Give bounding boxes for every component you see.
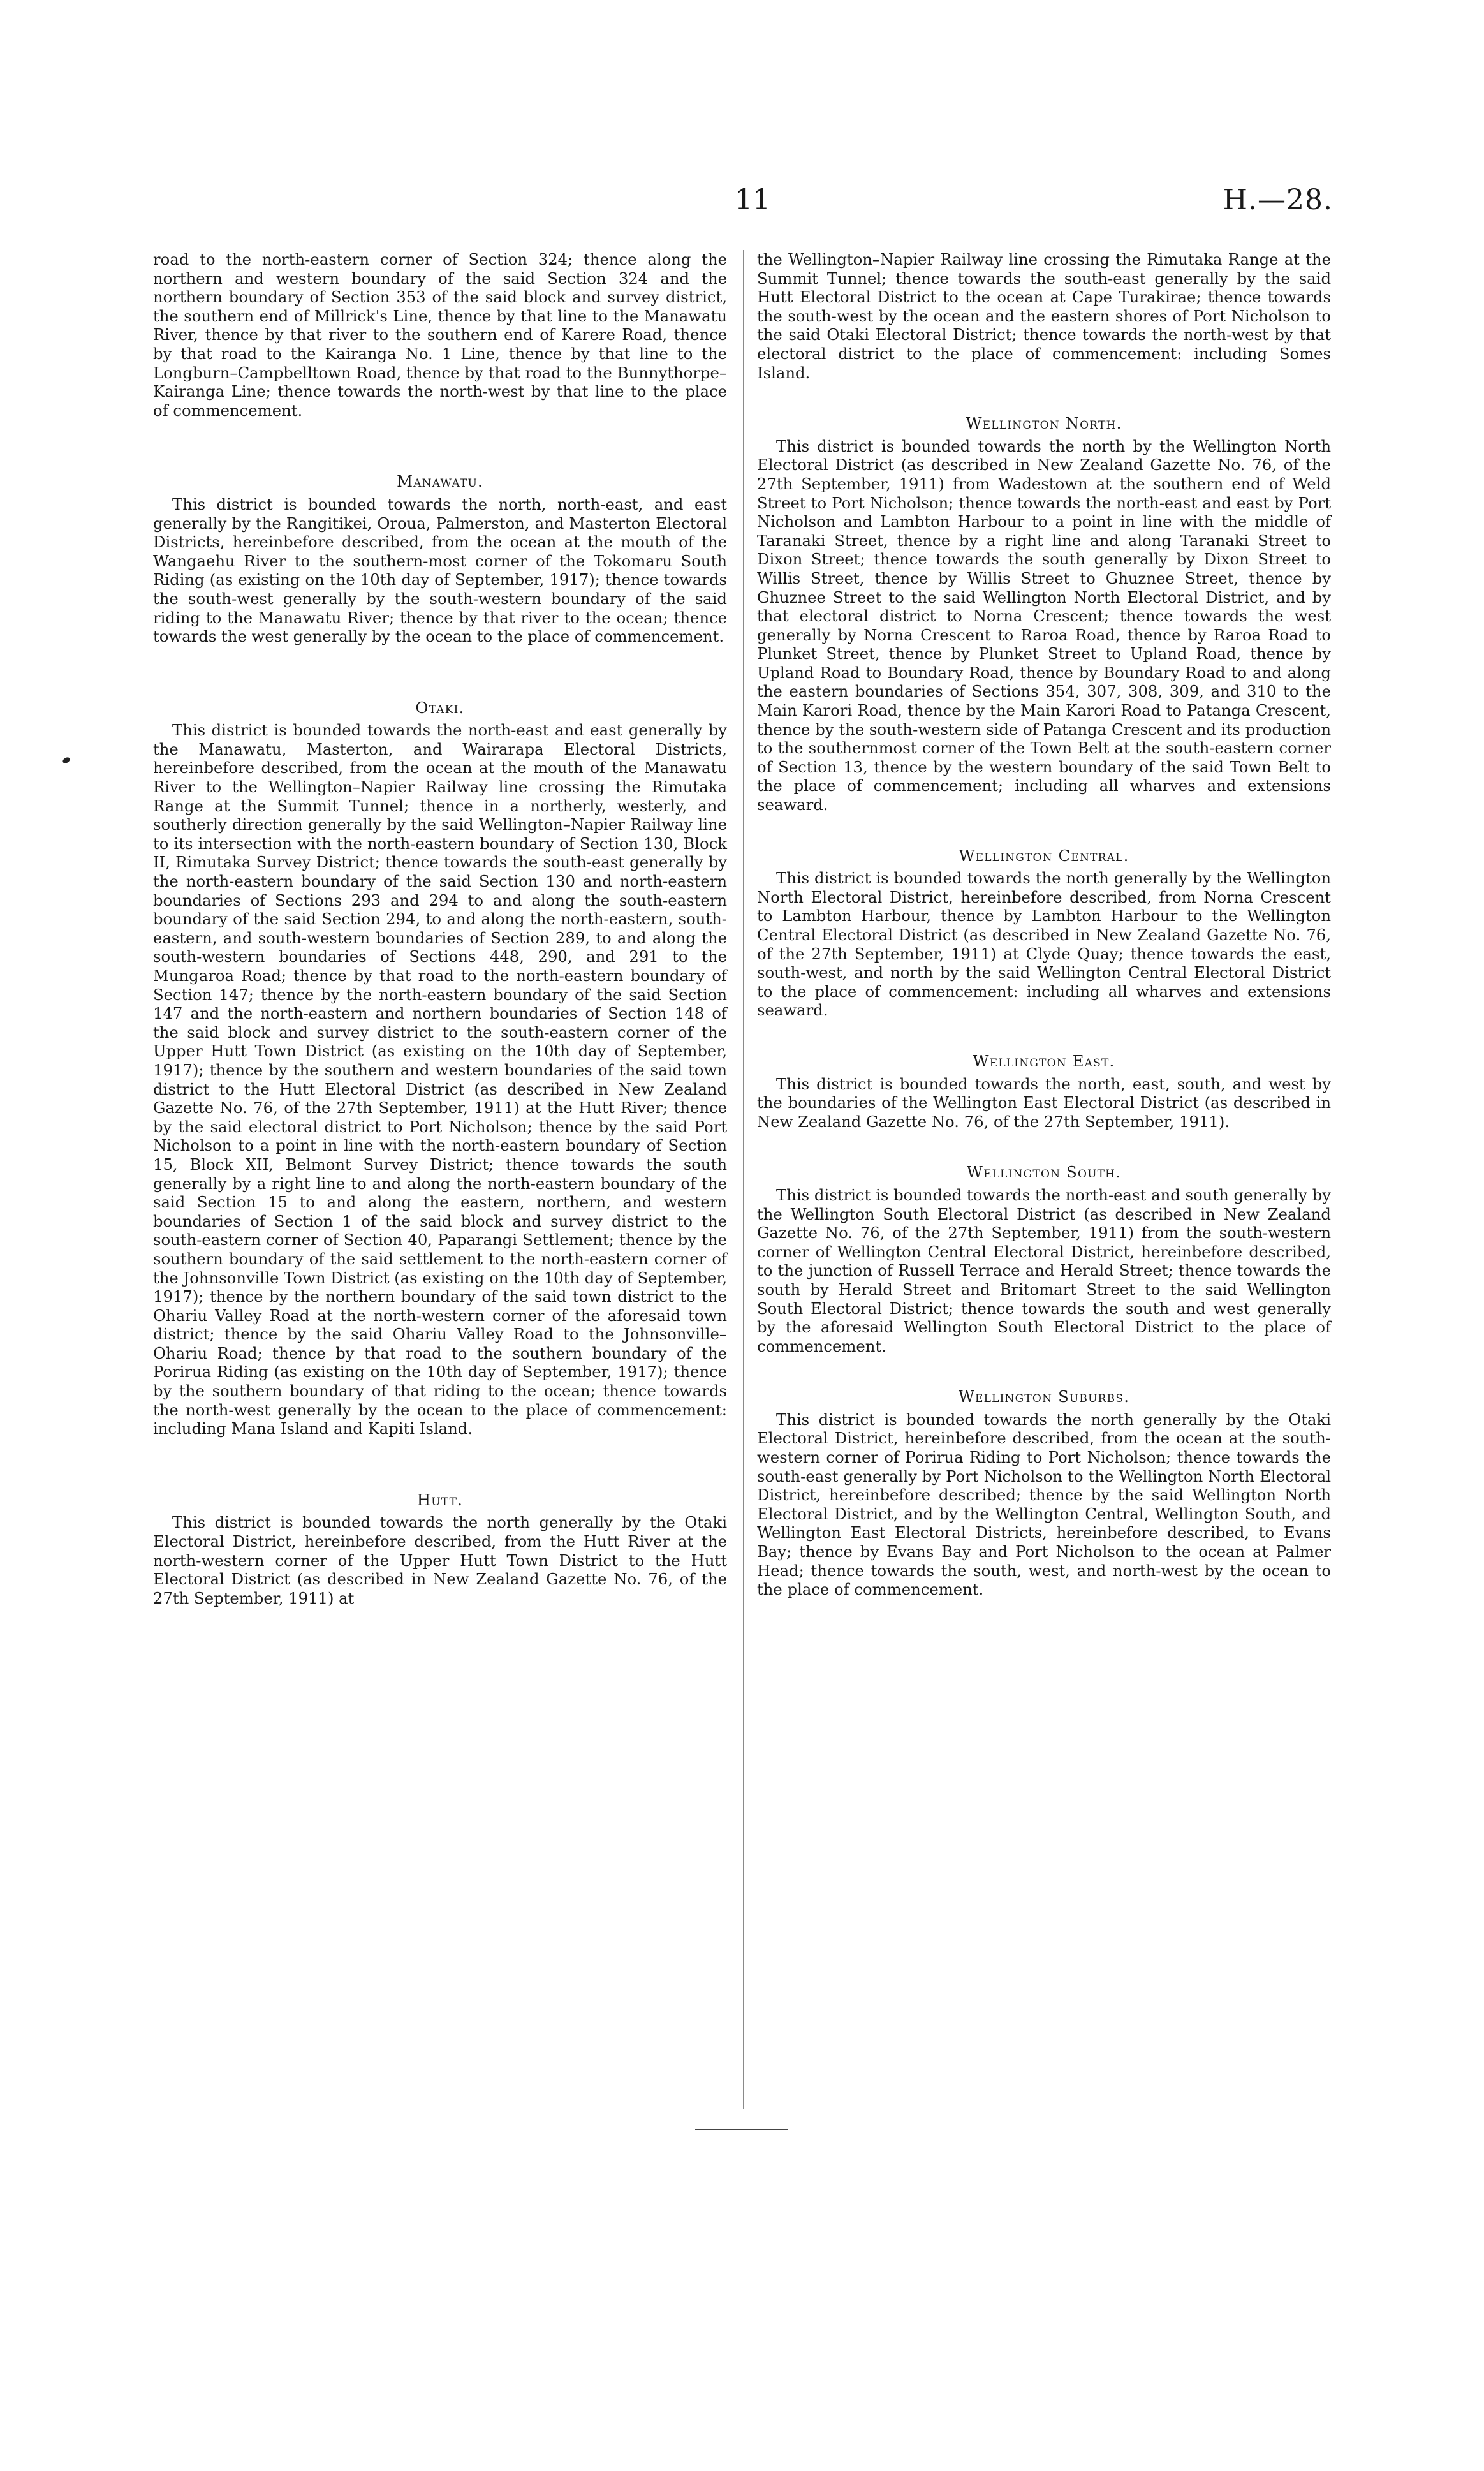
right-column [757, 250, 1331, 1599]
section-text-hutt: This district is bounded towards the north generally by the Otaki Electoral District, hereinbefore described, from the Hutt River at the north-western corner of the Upper Hutt Town District to the Hutt Electoral District (as described in New Zealand Gazette No. 76, of the 27th September, 1911) at [153, 1513, 727, 1607]
section-title-wellington-central: Wellington Central. [959, 846, 1129, 865]
section-title-otaki: Otaki. [415, 698, 465, 717]
section-title-manawatu: Manawatu. [397, 472, 483, 491]
section-text-wellington-central: This district is bounded towards the north generally by the Wellington North Electoral District, hereinbefore described, from Norna Crescent to Lambton Harbour, thence by Lambton Harbour to the Wellington Central Electoral District (as described in New Zealand Gazette No. 76, of the 27th September, 1911) at Clyde Quay; thence towards the east, south-west, and north by the said Wellington Central Electoral District to the place of commencement: including all wharves and extensions seaward. [757, 869, 1331, 1020]
section-title-wellington-east: Wellington East. [973, 1051, 1115, 1070]
section-text-wellington-north: This district is bounded towards the north by the Wellington North Electoral District (as described in New Zealand Gazette No. 76, of the 27th September, 1911) from Wadestown at the southern end of Weld Street to Port Nicholson; thence towards the north-east and east by Port Nicholson and Lambton Harbour to a point in line with the middle of Taranaki Street, thence by a right line and along Taranaki Street to Dixon Street; thence towards the south generally by Dixon Street to Willis Street, thence by Willis Street to Ghuznee Street, thence by Ghuznee Street to the said Wellington North Electoral District, and by that electoral district to Norna Crescent; thence towards the west generally by Norna Crescent to Raroa Road, thence by Raroa Road to Plunket Street, thence by Plunket Street to Upland Road, thence by Upland Road to Boundary Road, thence by Boundary Road to and along the eastern boundaries of Sections 354, 307, 308, 309, and 310 to the Main Karori Road, thence by the Main Karori Road to Patanga Crescent, thence by the south-western side of Patanga Crescent and its production to the southernmost corner of the Town Belt at the south-eastern corner of Section 13, thence by the western boundary of the said Town Belt to the place of commencement; including all wharves and extensions seaward. [757, 436, 1331, 815]
section-text-otaki: This district is bounded towards the north-east and east generally by the Manawatu, Masterton, and Wairarapa Electoral Districts, hereinbefore described, from the ocean at the mouth of the Manawatu River to the Wellington–Napier Railway line crossing the Rimutaka Range at the Summit Tunnel; thence in a northerly, westerly, and southerly direction generally by the said Wellington–Napier Railway line to its intersection with the north-eastern boundary of Section 130, Block II, Rimutaka Survey District; thence towards the south-east generally by the north-eastern boundary of the said Section 130 and north-eastern boundaries of Sections 293 and 294 to and along the south-eastern boundary of the said Section 294, to and along the north-eastern, south-eastern, and south-western boundaries of Section 289, to and along the south-western boundaries of Sections 448, 290, and 291 to the Mungaroa Road; thence by that road to the north-eastern boundary of Section 147; thence by the north-eastern boundary of the said Section 147 and the north-eastern and northern boundaries of Section 148 of the said block and survey district to the south-eastern corner of the Upper Hutt Town District (as existing on the 10th day of September, 1917); thence by the southern and western boundaries of the said town district to the Hutt Electoral District (as described in New Zealand Gazette No. 76, of the 27th September, 1911) at the Hutt River; thence by the said electoral district to Port Nicholson; thence by the said Port Nicholson to a point in line with the north-eastern boundary of Section 15, Block XII, Belmont Survey District; thence towards the south generally by a right line to and along the north-eastern boundary of the said Section 15 to and along the eastern, northern, and western boundaries of Section 1 of the said block and survey district to the south-eastern corner of Section 40, Paparangi Settlement; thence by the southern boundary of the said settlement to the north-eastern corner of the Johnsonville Town District (as existing on the 10th day of September, 1917); thence by the northern boundary of the said town district to the Ohariu Valley Road at the north-western corner of the aforesaid town district; thence by the said Ohariu Valley Road to the Johnsonville–Ohariu Road; thence by that road to the southern boundary of the Porirua Riding (as existing on the 10th day of September, 1917); thence by the southern boundary of that riding to the ocean; thence towards the north-west generally by the ocean to the place of commencement: including Mana Island and Kapiti Island. [153, 721, 727, 1438]
section-title-wellington-suburbs: Wellington Suburbs. [958, 1387, 1130, 1406]
ink-mark [62, 756, 71, 765]
section-text-wellington-suburbs: This district is bounded towards the north generally by the Otaki Electoral District, hereinbefore described, from the ocean at the south-western corner of Porirua Riding to Port Nicholson; thence towards the south-east generally by Port Nicholson to the Wellington North Electoral District, hereinbefore described; thence by the said Wellington North Electoral District, and by the Wellington Central, Wellington South, and Wellington East Electoral Districts, hereinbefore described, to Evans Bay; thence by Evans Bay and Port Nicholson to the ocean at Palmer Head; thence towards the south, west, and north-west by the ocean to the place of commencement. [757, 1410, 1331, 1599]
page-number: 11 [735, 184, 770, 216]
left-column [153, 250, 727, 1607]
section-text-manawatu: This district is bounded towards the north, north-east, and east generally by the Rangitikei, Oroua, Palmerston, and Masterton Electoral Districts, hereinbefore described, from the ocean at the mouth of the Wangaehu River to the southern-most corner of the Tokomaru South Riding (as existing on the 10th day of September, 1917); thence towards the south-west generally by the south-western boundary of the said riding to the Manawatu River; thence by that river to the ocean; thence towards the west generally by the ocean to the place of commencement. [153, 494, 727, 646]
section-title-wellington-north: Wellington North. [966, 414, 1122, 433]
end-rule [695, 2129, 788, 2130]
section-title-hutt: Hutt. [416, 1490, 464, 1509]
section-text-wellington-south: This district is bounded towards the north-east and south generally by the Wellington South Electoral District (as described in New Zealand Gazette No. 76, of the 27th September, 1911) from the south-western corner of Wellington Central Electoral District, hereinbefore described, to the junction of Russell Terrace and Herald Street; thence towards the south by Herald Street and Britomart Street to the said Wellington South Electoral District; thence towards the south and west generally by the aforesaid Wellington South Electoral District to the place of commencement. [757, 1185, 1331, 1355]
document-reference: H.—28. [1223, 184, 1333, 216]
continuation-paragraph: the Wellington–Napier Railway line crossing the Rimutaka Range at the Summit Tunnel; thence towards the south-east generally by the said Hutt Electoral District to the ocean at Cape Turakirae; thence towards the south-west by the ocean and the eastern shores of Port Nicholson to the said Otaki Electoral District; thence towards the north-west by that electoral district to the place of commencement: including Somes Island. [757, 250, 1331, 382]
section-title-wellington-south: Wellington South. [966, 1163, 1122, 1182]
continuation-paragraph: road to the north-eastern corner of Section 324; thence along the northern and western boundary of the said Section 324 and the northern boundary of Section 353 of the said block and survey district, the southern end of Millrick's Line, thence by that line to the Manawatu River, thence by that river to the southern end of Karere Road, thence by that road to the Kairanga No. 1 Line, thence by that line to the Longburn–Campbelltown Road, thence by that road to the Bunnythorpe–Kairanga Line; thence towards the north-west by that line to the place of commencement. [153, 250, 727, 420]
section-text-wellington-east: This district is bounded towards the north, east, south, and west by the boundaries of the Wellington East Electoral District (as described in New Zealand Gazette No. 76, of the 27th September, 1911). [757, 1074, 1331, 1131]
column-divider [743, 250, 744, 2109]
